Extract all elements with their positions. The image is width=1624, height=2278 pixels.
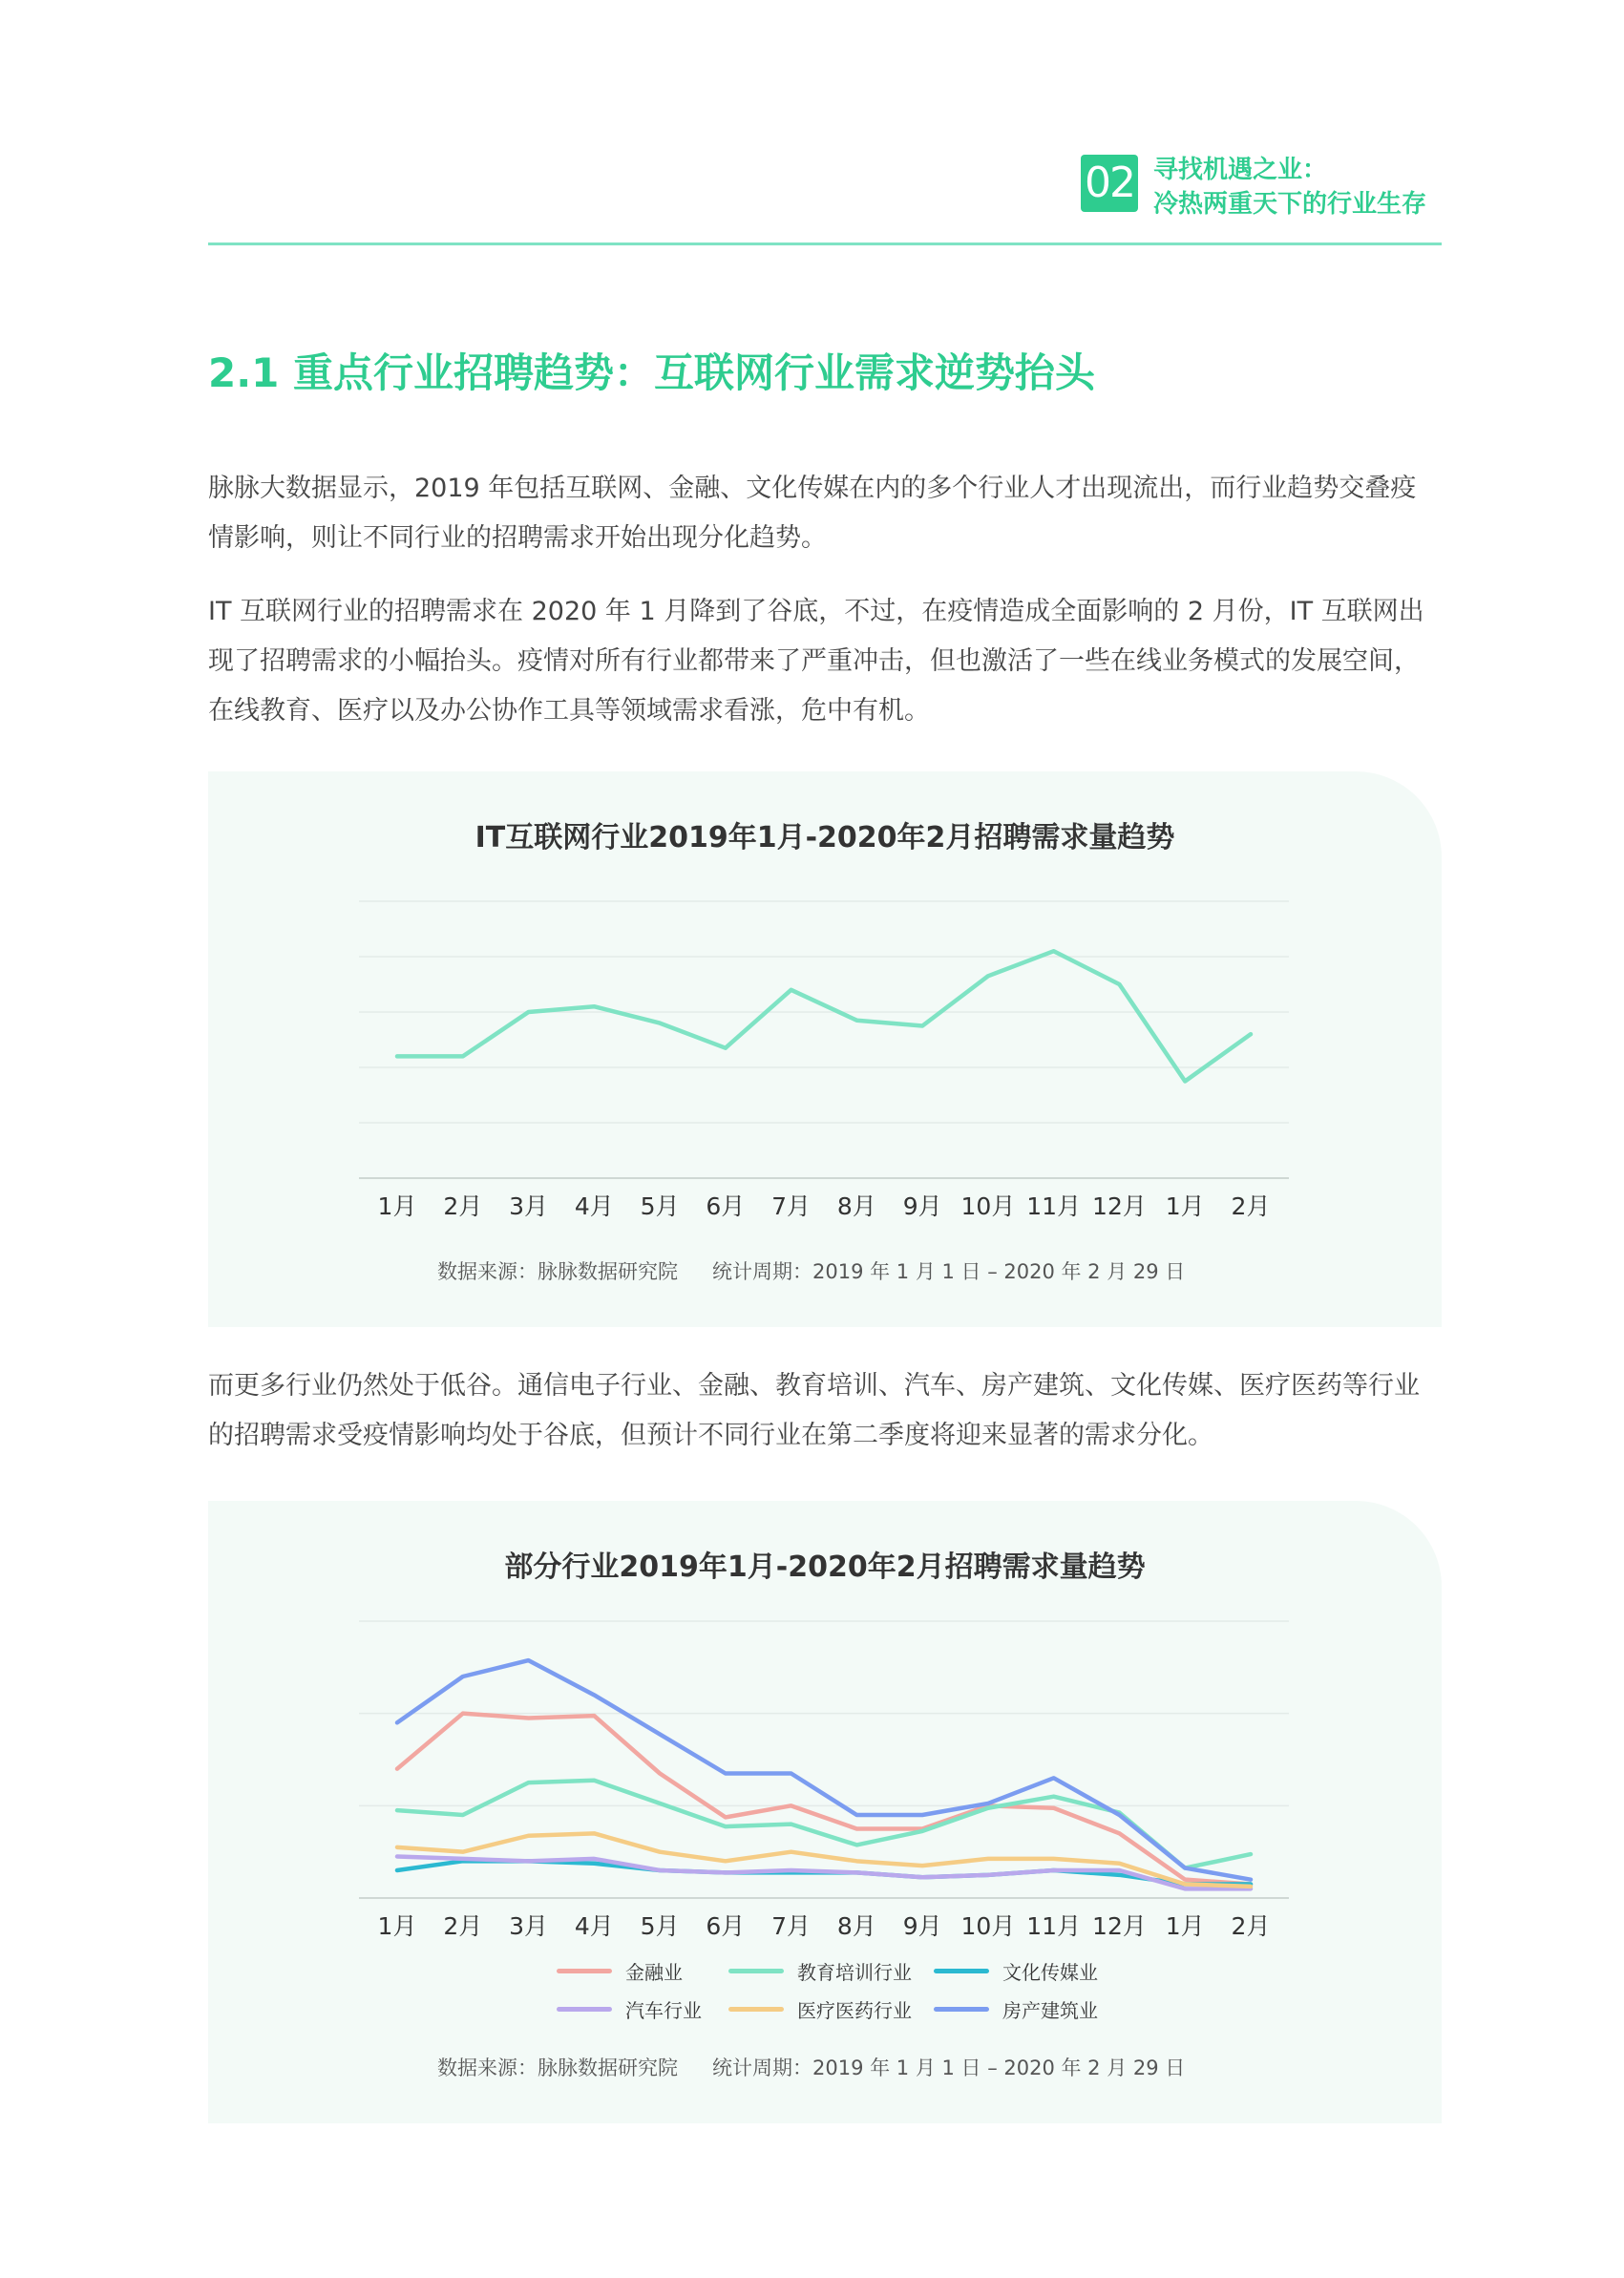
x-tick-label: 11月 — [1026, 1912, 1082, 1940]
chart-card-it-internet — [208, 771, 1442, 1327]
page-header — [208, 143, 1442, 248]
legend-swatch — [557, 1969, 612, 1973]
source-text: 数据来源：脉脉数据研究院 — [437, 2057, 678, 2079]
x-tick-label: 11月 — [1026, 1192, 1082, 1220]
chart-title: 部分行业2019年1月-2020年2月招聘需求量趋势 — [504, 1550, 1146, 1584]
chapter-title-line2: 冷热两重天下的行业生存 — [1153, 190, 1427, 219]
legend-swatch — [934, 2007, 989, 2012]
period-text: 统计周期：2019 年 1 月 1 日 – 2020 年 2 月 29 日 — [712, 1260, 1186, 1283]
chart-card-industries — [208, 1501, 1442, 2123]
it-internet-line-chart — [208, 771, 1442, 1327]
x-tick-label: 2月 — [443, 1192, 483, 1220]
series-line-it-internet — [397, 951, 1251, 1081]
period-text: 统计周期：2019 年 1 月 1 日 – 2020 年 2 月 29 日 — [712, 2057, 1186, 2079]
legend-item — [557, 1957, 683, 1985]
x-tick-label: 8月 — [836, 1912, 876, 1940]
x-tick-label: 5月 — [640, 1912, 680, 1940]
source-text: 数据来源：脉脉数据研究院 — [437, 1260, 678, 1283]
series-line-房产建筑业 — [397, 1660, 1251, 1880]
x-tick-label: 1月 — [1165, 1912, 1205, 1940]
legend-label: 医疗医药行业 — [797, 1999, 912, 2022]
x-tick-label: 1月 — [1165, 1192, 1205, 1220]
legend-swatch — [557, 2007, 612, 2012]
x-tick-label: 4月 — [574, 1192, 614, 1220]
paragraph-1: 脉脉大数据显示，2019 年包括互联网、金融、文化传媒在内的多个行业人才出现流出，而行业趋势交叠疫情影响，则让不同行业的招聘需求开始出现分化趋势。 — [208, 474, 1417, 553]
chapter-title-line1: 寻找机遇之业： — [1153, 156, 1328, 184]
legend-label: 教育培训行业 — [797, 1961, 912, 1984]
x-tick-label: 12月 — [1092, 1912, 1147, 1940]
x-tick-label: 3月 — [509, 1192, 548, 1220]
x-tick-label: 2月 — [1231, 1192, 1271, 1220]
x-tick-label: 10月 — [960, 1912, 1016, 1940]
series-line-汽车行业 — [397, 1857, 1251, 1889]
x-tick-label: 6月 — [706, 1192, 746, 1220]
x-tick-label: 5月 — [640, 1192, 680, 1220]
x-tick-label: 7月 — [771, 1912, 812, 1940]
x-tick-label: 2月 — [443, 1912, 483, 1940]
x-tick-label: 1月 — [377, 1192, 417, 1220]
chart-title: IT互联网行业2019年1月-2020年2月招聘需求量趋势 — [475, 821, 1175, 854]
header-divider — [208, 243, 1442, 245]
x-tick-label: 1月 — [377, 1912, 417, 1940]
legend-item — [934, 1957, 1098, 1985]
x-tick-label: 7月 — [771, 1192, 812, 1220]
section-heading: 2.1 重点行业招聘趋势：互联网行业需求逆势抬头 — [208, 349, 1096, 396]
paragraph-2: IT 互联网行业的招聘需求在 2020 年 1 月降到了谷底，不过，在疫情造成全面影响的 2 月份，IT 互联网出现了招聘需求的小幅抬头。疫情对所有行业都带来了严重冲击，但也激活了一些在线业务模式的发展空间，在线教育、医疗以及办公协作工具等领域需求看涨，危中有机。 — [208, 597, 1424, 726]
chart-legend — [208, 1957, 1442, 2034]
legend-label: 金融业 — [625, 1961, 683, 1984]
legend-label: 汽车行业 — [625, 1999, 702, 2022]
x-tick-label: 2月 — [1231, 1912, 1271, 1940]
legend-swatch — [934, 1969, 989, 1973]
x-tick-label: 4月 — [574, 1912, 614, 1940]
legend-item — [728, 1957, 912, 1985]
chart-source — [437, 1256, 1185, 1285]
x-tick-label: 12月 — [1092, 1192, 1147, 1220]
legend-item — [934, 1995, 1098, 2023]
legend-item — [557, 1995, 702, 2023]
x-tick-label: 9月 — [902, 1912, 942, 1940]
chapter-title — [1153, 153, 1426, 221]
legend-swatch — [728, 2007, 784, 2012]
chapter-number-badge: 02 — [1081, 155, 1138, 212]
legend-label: 文化传媒业 — [1002, 1961, 1098, 1984]
legend-label: 房产建筑业 — [1002, 1999, 1098, 2022]
x-tick-label: 6月 — [706, 1912, 746, 1940]
x-tick-label: 10月 — [960, 1192, 1016, 1220]
x-tick-label: 9月 — [902, 1192, 942, 1220]
chart-source — [437, 2053, 1185, 2081]
legend-item — [728, 1995, 912, 2023]
legend-swatch — [728, 1969, 784, 1973]
paragraph-3: 而更多行业仍然处于低谷。通信电子行业、金融、教育培训、汽车、房产建筑、文化传媒、医疗医药等行业的招聘需求受疫情影响均处于谷底，但预计不同行业在第二季度将迎来显著的需求分化。 — [208, 1371, 1420, 1450]
x-tick-label: 3月 — [509, 1912, 548, 1940]
x-tick-label: 8月 — [836, 1192, 876, 1220]
